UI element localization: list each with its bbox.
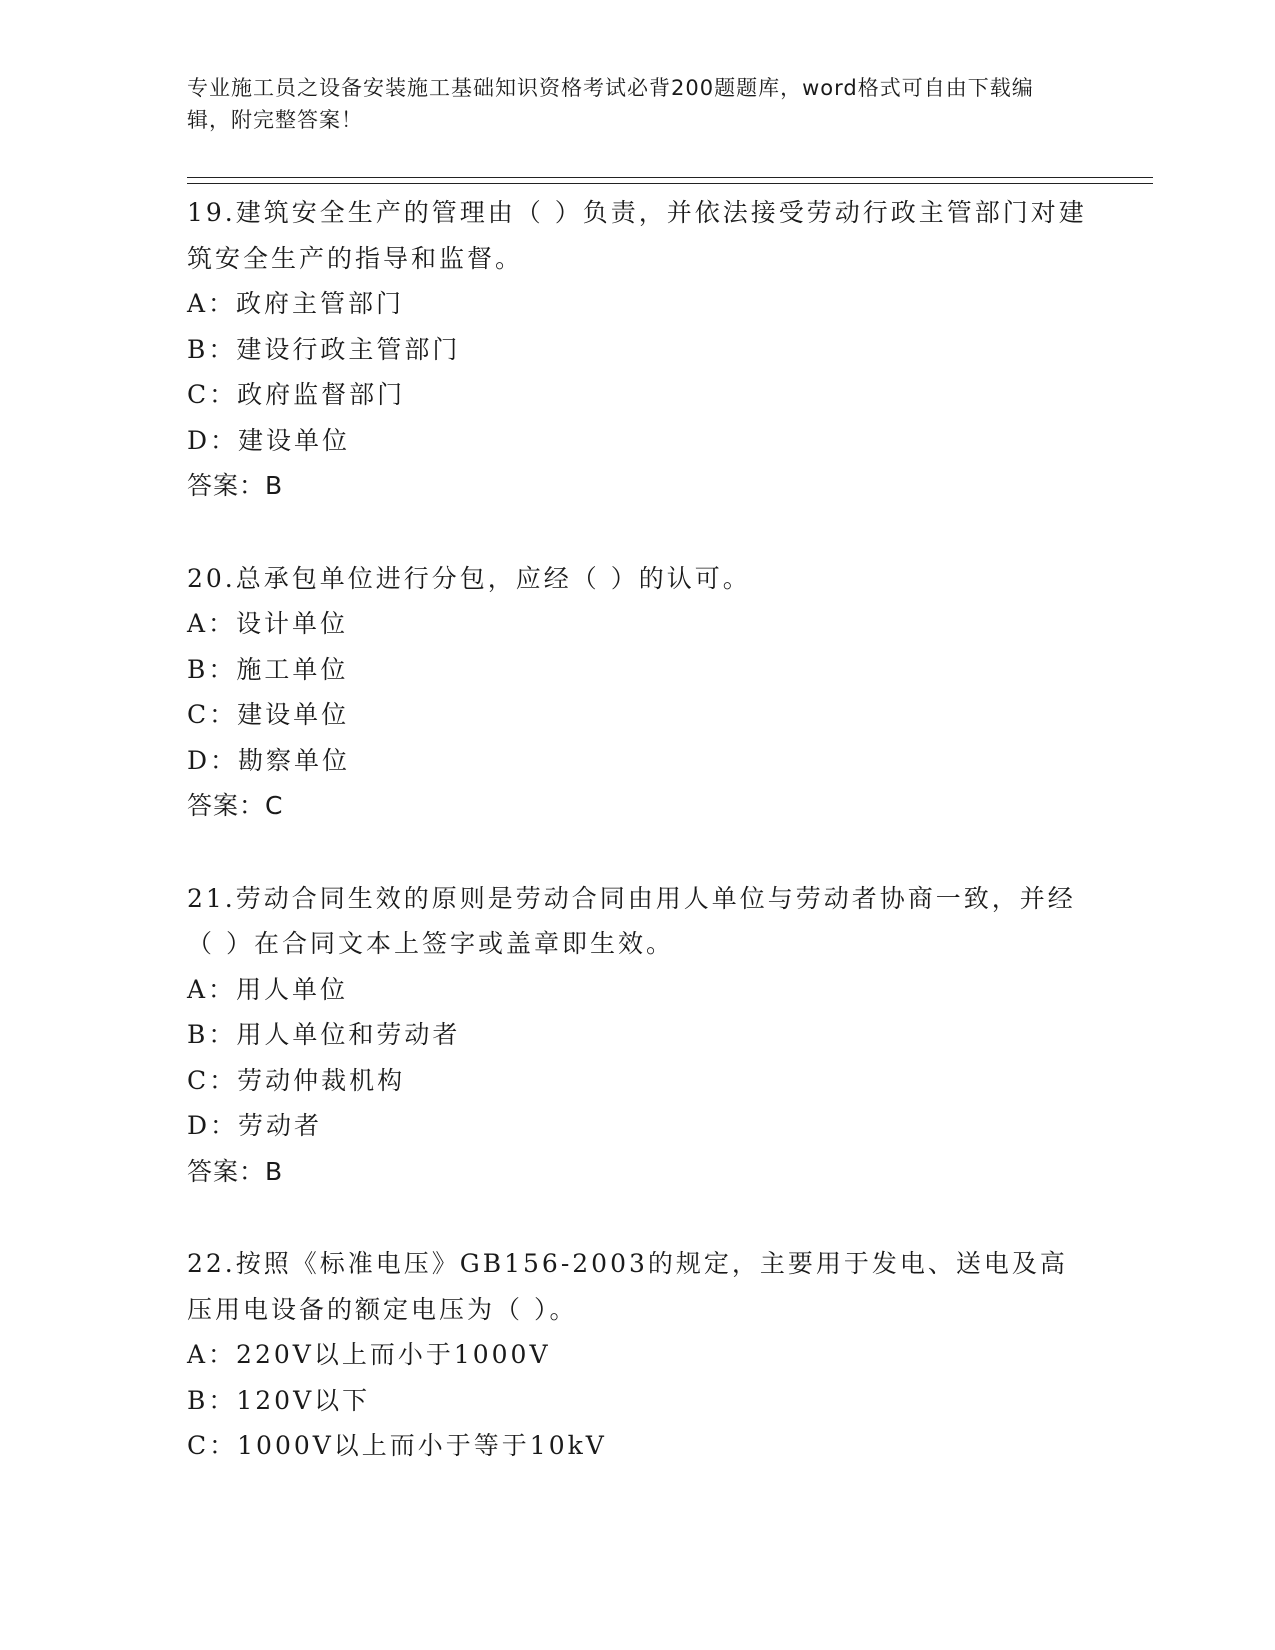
option-c: C：建设单位: [187, 700, 350, 729]
document-header: 专业施工员之设备安装施工基础知识资格考试必背200题题库，word格式可自由下载编辑，附完整答案！: [187, 76, 1034, 132]
question-list: [187, 190, 1087, 1516]
question-text: 20.总承包单位进行分包，应经（ ）的认可。: [187, 563, 751, 593]
option-c: C：1000V以上而小于等于10kV: [187, 1431, 607, 1460]
option-d: D：建设单位: [187, 425, 351, 455]
option-d: D：勘察单位: [187, 745, 351, 775]
option-d: D：劳动者: [187, 1111, 323, 1140]
option-a: A：用人单位: [187, 974, 349, 1004]
option-b: B：120V以下: [187, 1385, 371, 1415]
answer: 答案：C: [187, 791, 284, 820]
question-22: [187, 1241, 1087, 1469]
option-b: B：用人单位和劳动者: [187, 1020, 461, 1049]
option-b: B：施工单位: [187, 654, 349, 684]
option-a: A：220V以上而小于1000V: [187, 1340, 551, 1369]
answer: 答案：B: [187, 1156, 284, 1186]
option-a: A：设计单位: [187, 609, 349, 638]
option-c: C：政府监督部门: [187, 380, 406, 409]
question-text: 22.按照《标准电压》GB156-2003的规定，主要用于发电、送电及高压用电设备的额定电压为（ ）。: [187, 1249, 1068, 1324]
question-text: 19.建筑安全生产的管理由（ ）负责，并依法接受劳动行政主管部门对建筑安全生产的指导和监督。: [187, 198, 1087, 273]
option-a: A：政府主管部门: [187, 289, 405, 318]
question-19: [187, 190, 1087, 509]
question-21: [187, 876, 1087, 1195]
option-c: C：劳动仲裁机构: [187, 1065, 406, 1095]
answer: 答案：B: [187, 471, 284, 500]
question-text: 21.劳动合同生效的原则是劳动合同由用人单位与劳动者协商一致，并经（ ）在合同文本上签字或盖章即生效。: [187, 883, 1076, 958]
option-b: B：建设行政主管部门: [187, 334, 461, 364]
header-divider-top: [187, 177, 1153, 178]
header-divider-bottom: [187, 183, 1153, 184]
question-20: [187, 556, 1087, 829]
